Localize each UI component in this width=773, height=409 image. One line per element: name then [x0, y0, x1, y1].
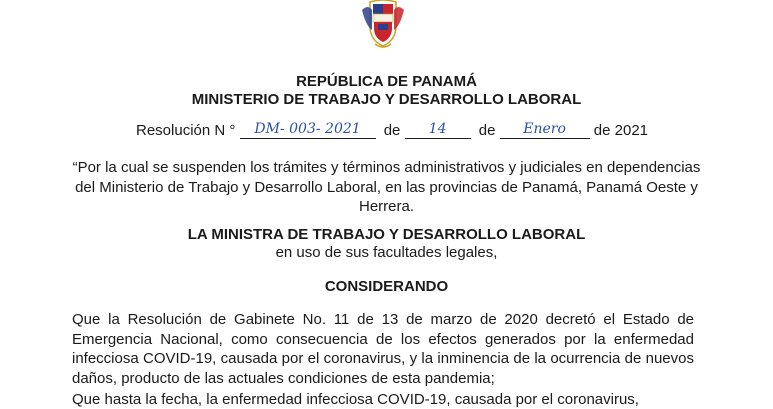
considerando-heading: CONSIDERANDO [324, 278, 449, 295]
paragraph-2-partial: Que hasta la fecha, la enfermedad infecciosa COVID-19, causada por el coronavirus, [72, 391, 639, 408]
resolution-summary [0, 158, 773, 217]
paragraph-1: Que la Resolución de Gabinete No. 11 de 13 de marzo de 2020 decretó el Estado de Emergencia Nacional, como consecuencia de los efectos generados por la enfermedad infecciosa COVID-19, causada por el coronavirus, y la inminencia de la ocurrencia de nuevos daños, producto de las actuales condiciones de esta pandemia; [72, 311, 694, 387]
header-republic: REPÚBLICA DE PANAMÁ [296, 73, 477, 90]
summary-line-3: Herrera. [358, 198, 414, 215]
summary-line-1: “Por la cual se suspenden los trámites y términos administrativos y judiciales en dependencias [72, 159, 701, 176]
resolution-year: de 2021 [593, 122, 649, 139]
resolution-de-1: de [383, 122, 401, 139]
resolution-day-field [405, 121, 471, 139]
authority-title: LA MINISTRA DE TRABAJO Y DESARROLLO LABORAL [187, 226, 586, 243]
resolution-month-field [500, 121, 590, 139]
coat-of-arms-seal [360, 0, 406, 50]
summary-line-2: del Ministerio de Trabajo y Desarrollo Laboral, en las provincias de Panamá, Panamá Oeste y [75, 178, 698, 196]
resolution-day-handwritten: 14 [428, 121, 447, 137]
resolution-line [136, 121, 648, 141]
resolution-de-2: de [478, 122, 496, 139]
resolution-number-handwritten: DM- 003- 2021 [254, 121, 361, 137]
resolution-prefix: Resolución N ° [136, 122, 236, 139]
resolution-month-handwritten: Enero [523, 121, 566, 137]
header-ministry: MINISTERIO DE TRABAJO Y DESARROLLO LABORAL [191, 91, 582, 108]
resolution-number-field [240, 121, 376, 139]
authority-subtitle: en uso de sus facultades legales, [275, 244, 498, 261]
